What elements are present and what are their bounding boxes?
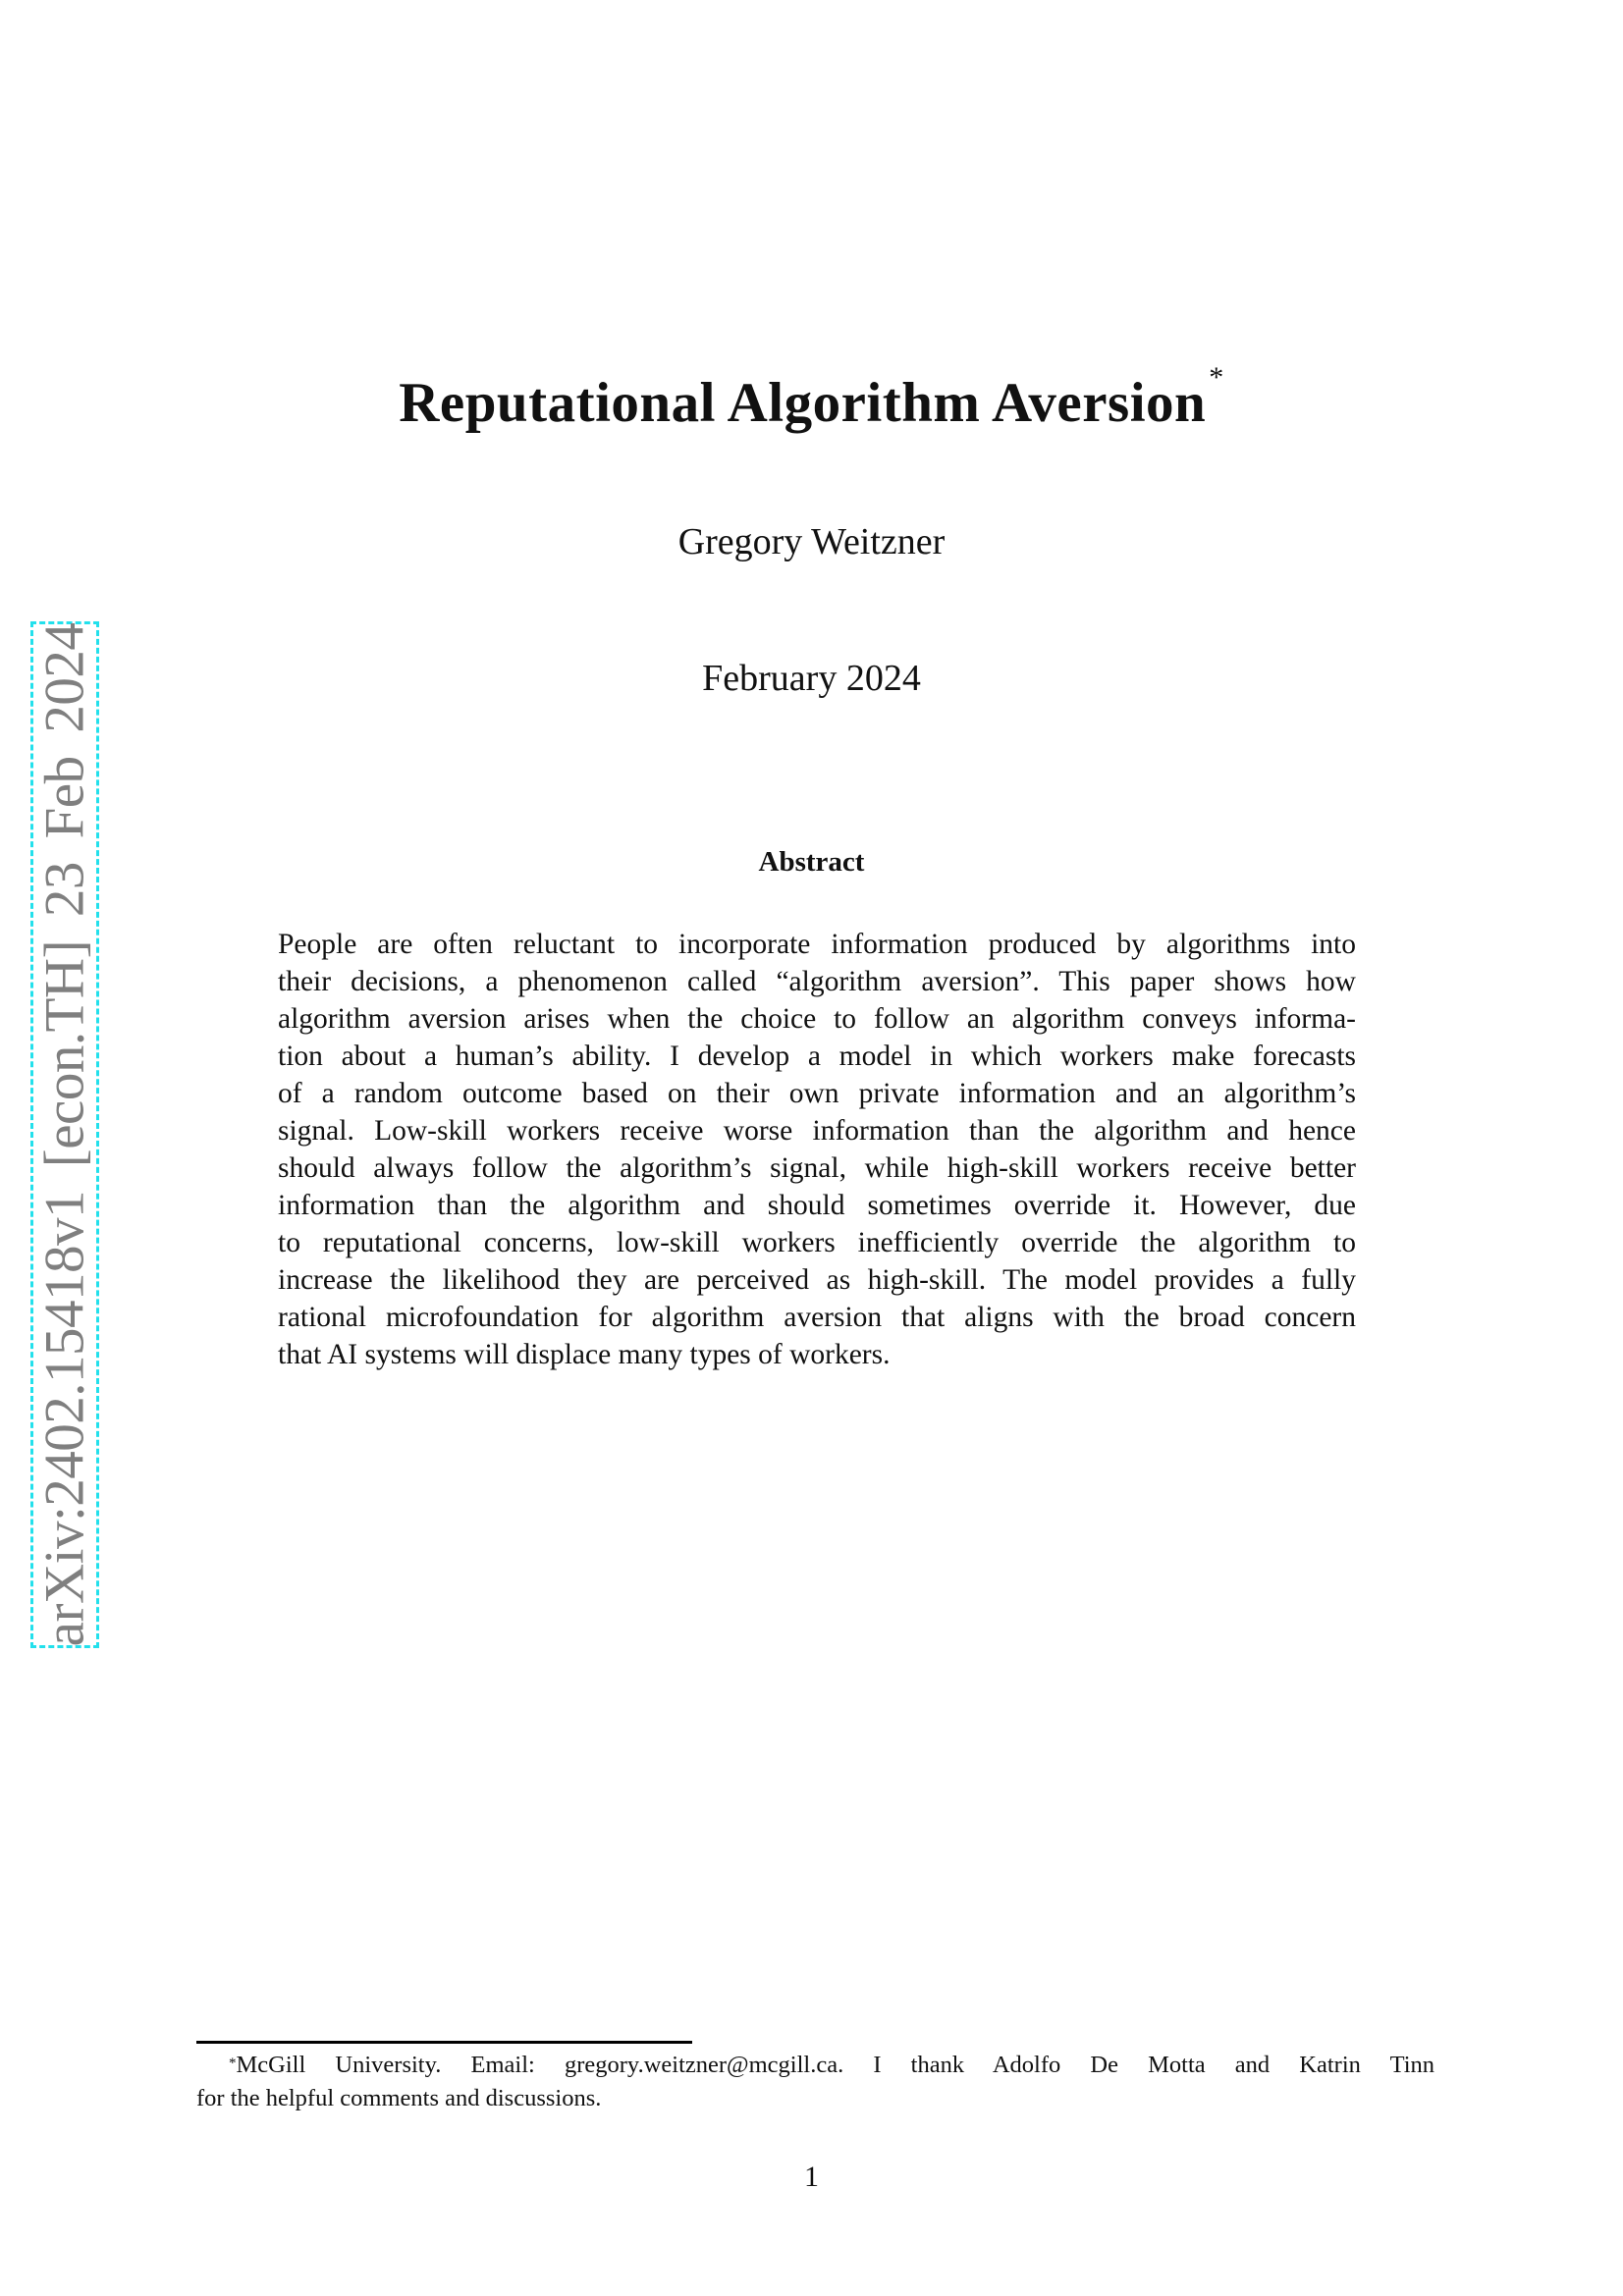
paper-title-text: Reputational Algorithm Aversion bbox=[399, 372, 1207, 434]
abstract-line: People are often reluctant to incorporate information produced by algorithms into bbox=[278, 929, 1356, 960]
footnote-line: for the helpful comments and discussions. bbox=[196, 2085, 602, 2111]
paper-author: Gregory Weitzner bbox=[677, 521, 946, 562]
abstract-line: algorithm aversion arises when the choice to follow an algorithm conveys informa- bbox=[278, 1003, 1356, 1035]
footnote-rule bbox=[196, 2041, 692, 2044]
abstract-line: increase the likelihood they are perceived as high-skill. The model provides a fully bbox=[278, 1264, 1356, 1296]
abstract-line: should always follow the algorithm’s signal, while high-skill workers receive better bbox=[278, 1152, 1356, 1184]
abstract-line: their decisions, a phenomenon called “algorithm aversion”. This paper shows how bbox=[278, 966, 1356, 997]
page-number: 1 bbox=[804, 2161, 819, 2193]
abstract-line: tion about a human’s ability. I develop a model in which workers make forecasts bbox=[278, 1041, 1356, 1072]
arxiv-stamp bbox=[30, 621, 99, 1648]
abstract-line: that AI systems will displace many types of workers. bbox=[278, 1339, 891, 1370]
abstract-line: rational microfoundation for algorithm aversion that aligns with the broad concern bbox=[278, 1302, 1356, 1333]
footnote bbox=[196, 2049, 1434, 2115]
arxiv-identifier: arXiv:2402.15418v1 [econ.TH] 23 Feb 2024 bbox=[33, 622, 96, 1647]
abstract-line: information than the algorithm and should sometimes override it. However, due bbox=[278, 1190, 1356, 1221]
abstract-line: signal. Low-skill workers receive worse information than the algorithm and hence bbox=[278, 1115, 1356, 1147]
footnote-mark: * bbox=[229, 2056, 237, 2071]
paper-date: February 2024 bbox=[702, 658, 921, 699]
abstract-line: of a random outcome based on their own private information and an algorithm’s bbox=[278, 1078, 1356, 1109]
title-footnote-mark: * bbox=[1209, 361, 1224, 394]
footnote-line bbox=[196, 2049, 1434, 2082]
abstract-line: to reputational concerns, low-skill workers inefficiently override the algorithm to bbox=[278, 1227, 1356, 1258]
paper-title bbox=[0, 361, 1623, 434]
abstract-body bbox=[278, 926, 1356, 1373]
footnote-text: McGill University. Email: gregory.weitzner@mcgill.ca. I thank Adolfo De Motta and Katrin Tinn bbox=[236, 2052, 1434, 2078]
abstract-heading: Abstract bbox=[758, 846, 865, 878]
